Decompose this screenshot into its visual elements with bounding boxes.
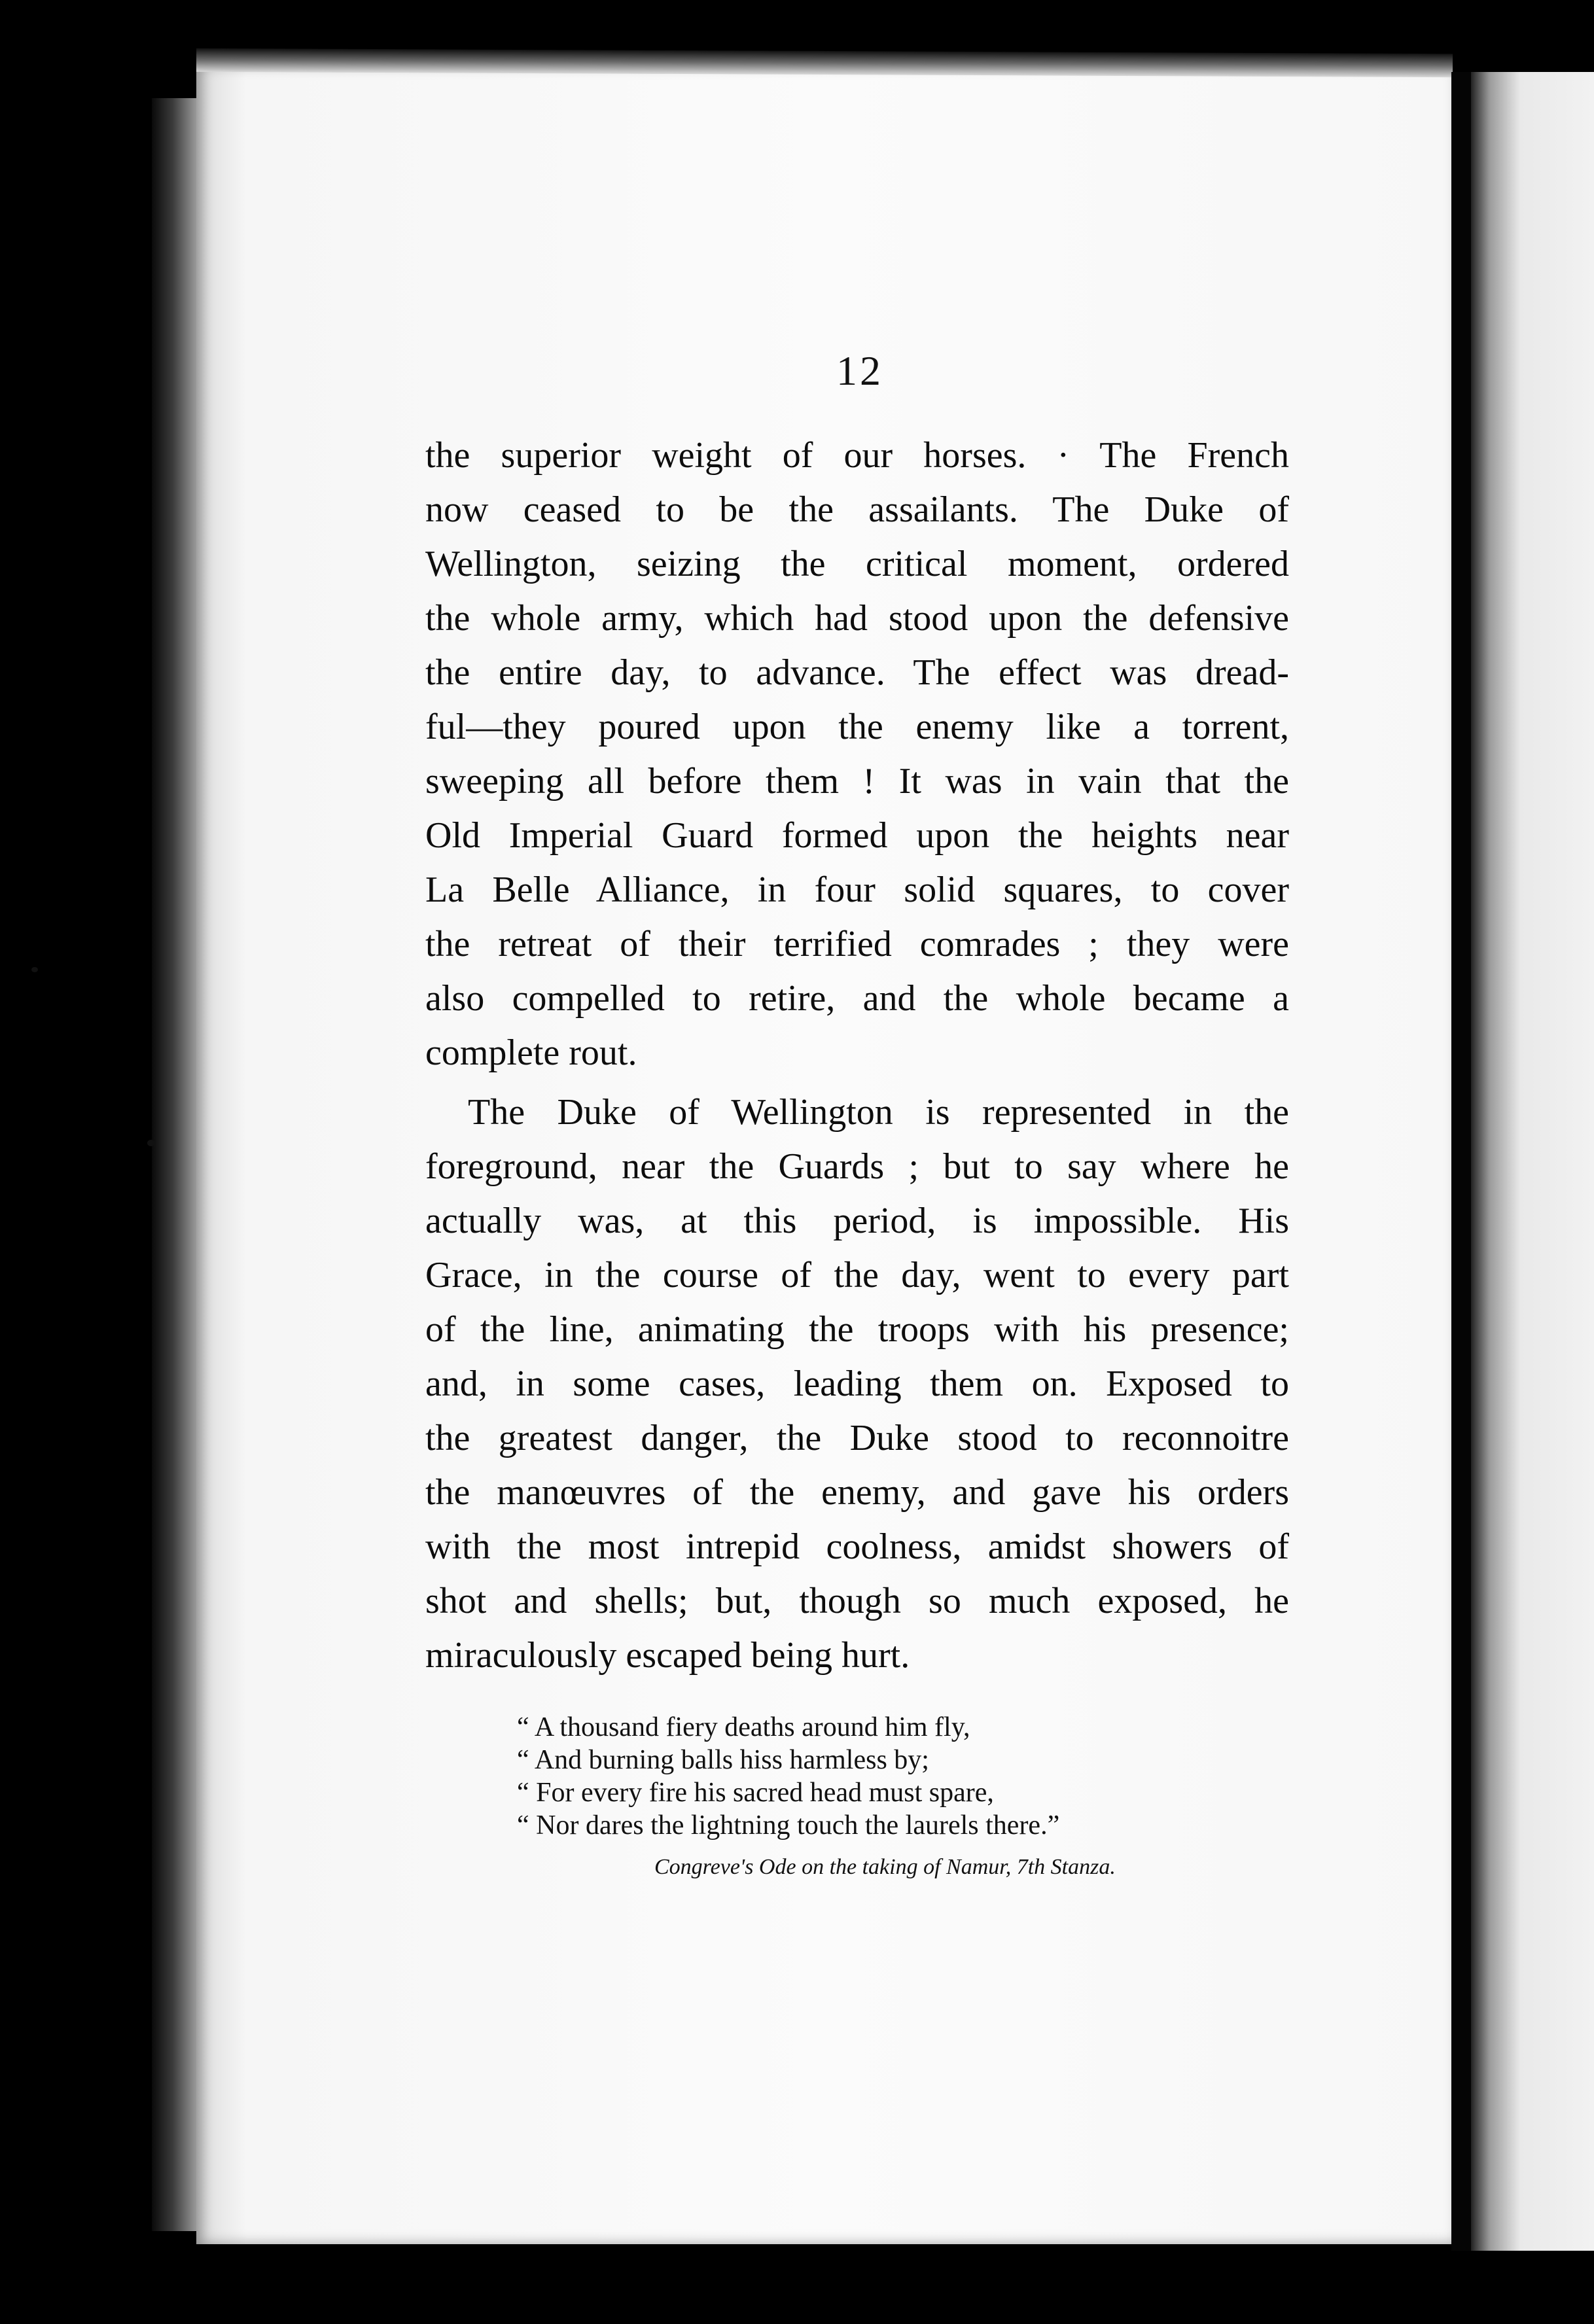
text-line: miraculously escaped being hurt.	[425, 1635, 910, 1676]
text-line: the retreat of their terrified comrades ; they were	[425, 924, 1289, 964]
verse-line: “ Nor dares the lightning touch the laurels there.”	[517, 1810, 1060, 1840]
text-line: the greatest danger, the Duke stood to reconnoitre	[425, 1418, 1289, 1458]
text-line: Grace, in the course of the day, went to every part	[425, 1255, 1289, 1295]
verse-line: “ And burning balls hiss harmless by;	[517, 1745, 929, 1775]
text-line: La Belle Alliance, in four solid squares, to cover	[425, 870, 1289, 910]
text-line: shot and shells; but, though so much exposed, he	[425, 1581, 1289, 1621]
text-line: and, in some cases, leading them on. Exposed to	[425, 1364, 1289, 1404]
page-number: 12	[836, 347, 883, 394]
scan-speck	[31, 967, 38, 972]
text-line: with the most intrepid coolness, amidst showers of	[425, 1526, 1289, 1567]
text-line: complete rout.	[425, 1032, 637, 1073]
text-line: ful—they poured upon the enemy like a torrent,	[425, 707, 1289, 747]
body-text	[425, 429, 1289, 1683]
scan-speck	[147, 1140, 155, 1146]
verse-line: “ For every fire his sacred head must spare,	[517, 1778, 994, 1808]
verse-line: “ A thousand fiery deaths around him fly,	[517, 1712, 970, 1742]
text-line: actually was, at this period, is impossible. His	[425, 1201, 1289, 1241]
text-line: of the line, animating the troops with his presence;	[425, 1309, 1289, 1350]
text-line: now ceased to be the assailants. The Duke of	[425, 489, 1289, 530]
text-line: The Duke of Wellington is represented in the	[468, 1092, 1289, 1133]
page-gutter	[1451, 72, 1471, 2251]
text-line: the whole army, which had stood upon the defensive	[425, 598, 1289, 639]
text-line: the manœuvres of the enemy, and gave his orders	[425, 1472, 1289, 1513]
text-line: sweeping all before them ! It was in vain that the	[425, 761, 1289, 801]
text-line: Old Imperial Guard formed upon the heights near	[425, 815, 1289, 856]
text-line: the entire day, to advance. The effect was dread-	[425, 652, 1289, 693]
verse-quotation	[517, 1711, 1269, 1842]
text-line: Wellington, seizing the critical moment, ordered	[425, 544, 1289, 584]
text-line: the superior weight of our horses. · The French	[425, 435, 1289, 476]
facing-page-edge	[1471, 72, 1594, 2251]
verse-attribution: Congreve's Ode on the taking of Namur, 7th Stanza.	[654, 1855, 1116, 1879]
text-line: foreground, near the Guards ; but to say where he	[425, 1146, 1289, 1187]
text-line: also compelled to retire, and the whole became a	[425, 978, 1289, 1019]
paragraph-gap	[425, 1080, 1289, 1085]
